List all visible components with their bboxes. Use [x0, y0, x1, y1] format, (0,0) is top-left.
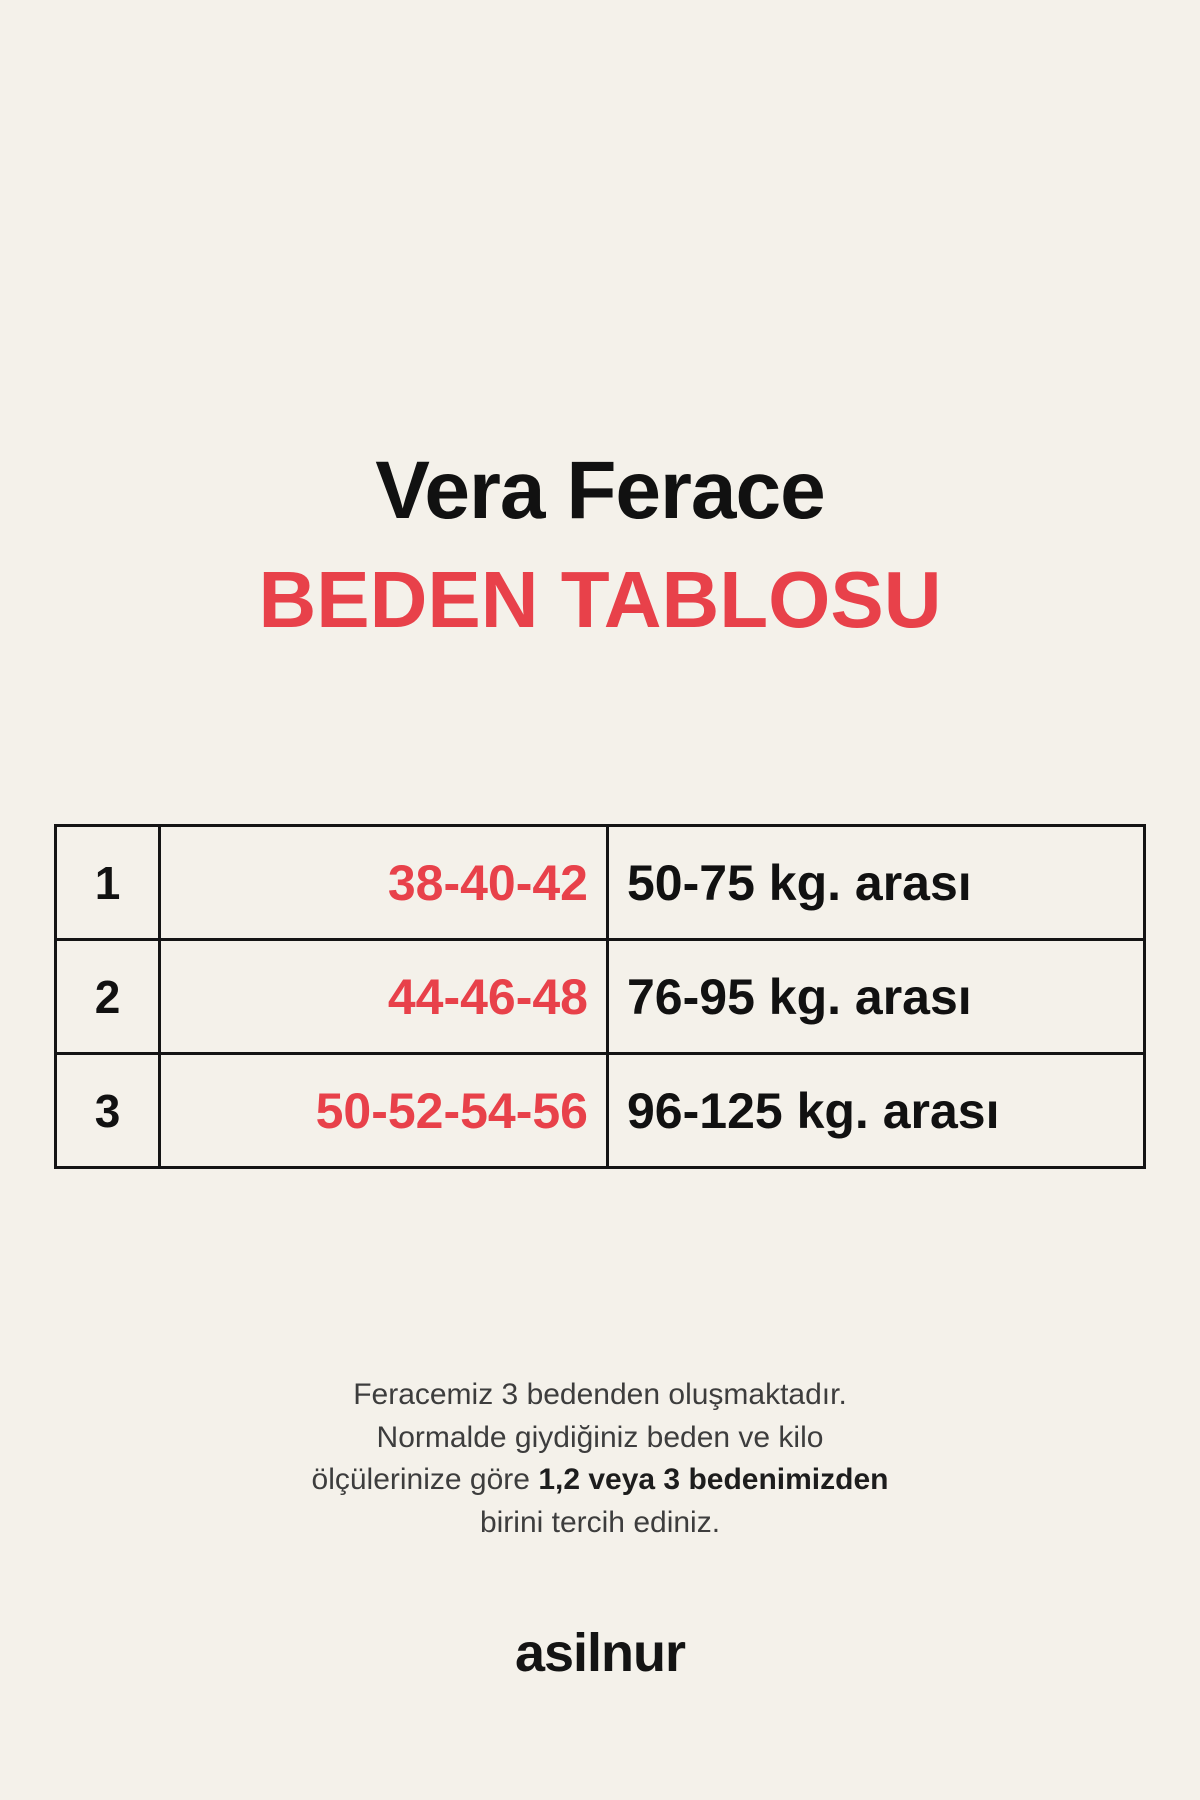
row-sizes: 44-46-48 — [160, 940, 608, 1054]
table-row — [56, 1054, 1145, 1168]
row-weight: 96-125 kg. arası — [608, 1054, 1145, 1168]
brand-logo: asilnur — [514, 1623, 686, 1684]
note-line-3-strong: 1,2 veya 3 bedenimizden — [538, 1463, 889, 1497]
size-table — [54, 824, 1146, 1169]
page-title: Vera Ferace — [375, 445, 825, 536]
row-weight: 50-75 kg. arası — [608, 826, 1145, 940]
note-line-2: Normalde giydiğiniz beden ve kilo — [376, 1420, 824, 1454]
note-text — [190, 1374, 1010, 1544]
title-block — [0, 445, 1200, 645]
row-sizes: 38-40-42 — [160, 826, 608, 940]
page-subtitle: BEDEN TABLOSU — [258, 555, 942, 645]
row-weight: 76-95 kg. arası — [608, 940, 1145, 1054]
note-line-3-prefix: ölçülerinize göre — [311, 1463, 539, 1497]
table-row — [56, 940, 1145, 1054]
row-index: 1 — [56, 826, 160, 940]
row-index: 2 — [56, 940, 160, 1054]
note-line-1: Feracemiz 3 bedenden oluşmaktadır. — [353, 1378, 847, 1412]
row-sizes: 50-52-54-56 — [160, 1054, 608, 1168]
table-row — [56, 826, 1145, 940]
note-line-3 — [190, 1459, 1010, 1502]
note-line-4: birini tercih ediniz. — [479, 1505, 721, 1539]
row-index: 3 — [56, 1054, 160, 1168]
